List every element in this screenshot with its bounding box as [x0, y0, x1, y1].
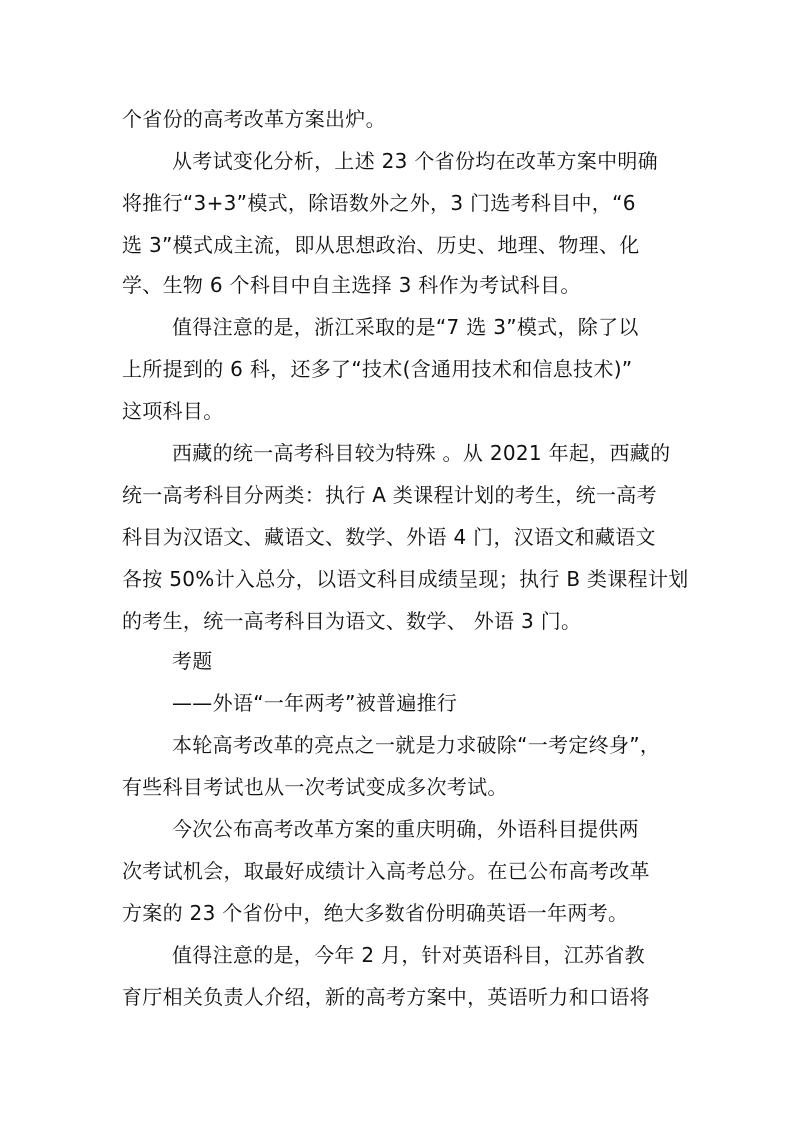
paragraph-line: 选 3”模式成主流，即从思想政治、历史、地理、物理、化	[122, 233, 640, 257]
paragraph-line: 方案的 23 个省份中，绝大多数省份明确英语一年两考。	[122, 901, 629, 925]
paragraph-line: 本轮高考改革的亮点之一就是力求破除“一考定终身”，	[172, 733, 661, 757]
paragraph-line: 统一高考科目分两类：执行 A 类课程计划的考生，统一高考	[122, 483, 657, 507]
paragraph-line: 从考试变化分析，上述 23 个省份均在改革方案中明确	[172, 149, 658, 173]
paragraph-line: 育厅相关负责人介绍，新的高考方案中，英语听力和口语将	[122, 985, 650, 1009]
section-subheading: ——外语“一年两考”被普遍推行	[172, 691, 458, 715]
paragraph-line: 的考生，统一高考科目为语文、数学、 外语 3 门。	[122, 609, 582, 633]
section-heading: 考题	[172, 649, 213, 673]
paragraph-line: 将推行“3+3”模式，除语数外之外，3 门选考科目中，“6	[122, 191, 636, 215]
paragraph-line: 次考试机会，取最好成绩计入高考总分。在已公布高考改革	[122, 859, 650, 883]
text-line: 个省份的高考改革方案出炉。	[122, 107, 386, 131]
paragraph-line: 科目为汉语文、藏语文、数学、外语 4 门，汉语文和藏语文	[122, 525, 656, 549]
paragraph-line: 值得注意的是，浙江采取的是“7 选 3”模式，除了以	[172, 315, 639, 339]
paragraph-line: 各按 50%计入总分，以语文科目成绩呈现；执行 B 类课程计划	[122, 567, 689, 591]
paragraph-line: 西藏的统一高考科目较为特殊 。从 2021 年起，西藏的	[172, 441, 671, 465]
paragraph-line: 这项科目。	[122, 399, 224, 423]
paragraph-line: 学、生物 6 个科目中自主选择 3 科作为考试科目。	[122, 273, 581, 297]
paragraph-line: 今次公布高考改革方案的重庆明确，外语科目提供两	[172, 817, 639, 841]
paragraph-line: 上所提到的 6 科，还多了“技术(含通用技术和信息技术)”	[122, 357, 633, 381]
paragraph-line: 值得注意的是，今年 2 月，针对英语科目，江苏省教	[172, 943, 645, 967]
paragraph-line: 有些科目考试也从一次考试变成多次考试。	[122, 775, 508, 799]
